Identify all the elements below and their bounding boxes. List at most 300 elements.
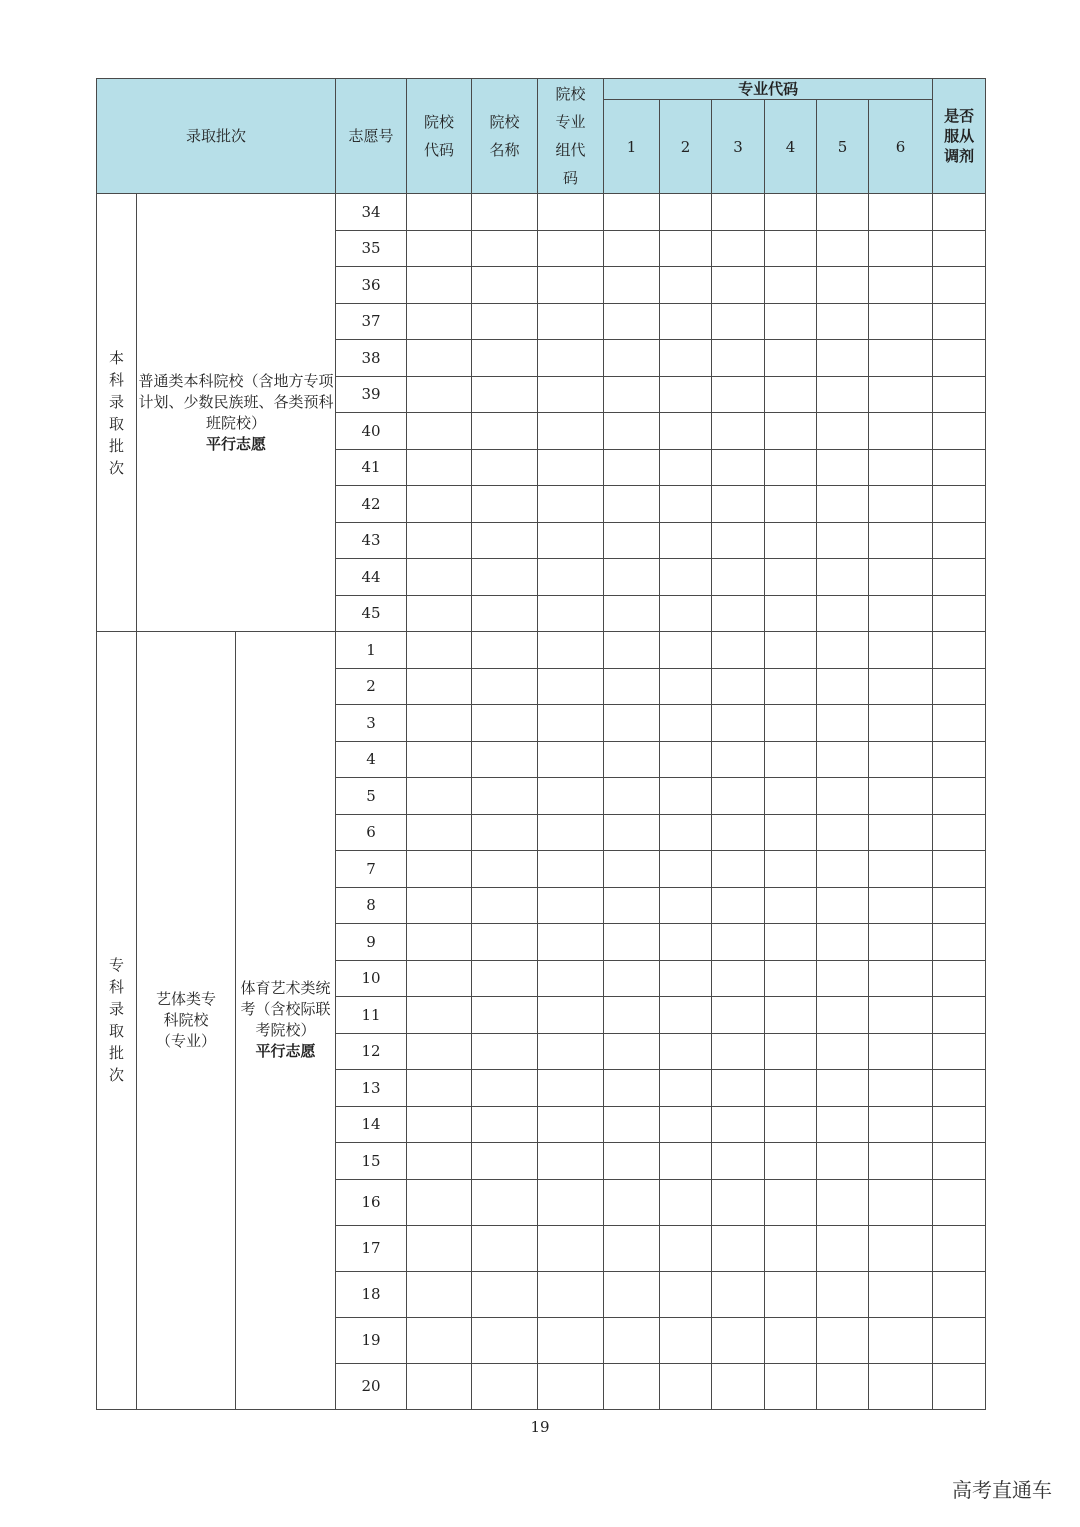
blank-entry-cell[interactable] xyxy=(604,960,660,997)
blank-entry-cell[interactable] xyxy=(472,1070,538,1107)
blank-entry-cell[interactable] xyxy=(538,997,604,1034)
blank-entry-cell[interactable] xyxy=(817,449,869,486)
blank-entry-cell[interactable] xyxy=(604,486,660,523)
blank-entry-cell[interactable] xyxy=(765,741,817,778)
blank-entry-cell[interactable] xyxy=(933,960,986,997)
blank-entry-cell[interactable] xyxy=(660,741,712,778)
blank-entry-cell[interactable] xyxy=(660,924,712,961)
blank-entry-cell[interactable] xyxy=(538,632,604,669)
blank-entry-cell[interactable] xyxy=(765,303,817,340)
blank-entry-cell[interactable] xyxy=(472,1317,538,1363)
blank-entry-cell[interactable] xyxy=(817,1225,869,1271)
blank-entry-cell[interactable] xyxy=(538,486,604,523)
blank-entry-cell[interactable] xyxy=(604,1225,660,1271)
blank-entry-cell[interactable] xyxy=(407,997,472,1034)
blank-entry-cell[interactable] xyxy=(604,924,660,961)
blank-entry-cell[interactable] xyxy=(933,376,986,413)
blank-entry-cell[interactable] xyxy=(660,1106,712,1143)
blank-entry-cell[interactable] xyxy=(604,1143,660,1180)
blank-entry-cell[interactable] xyxy=(407,194,472,231)
blank-entry-cell[interactable] xyxy=(765,632,817,669)
blank-entry-cell[interactable] xyxy=(660,1070,712,1107)
blank-entry-cell[interactable] xyxy=(538,267,604,304)
blank-entry-cell[interactable] xyxy=(712,559,765,596)
blank-entry-cell[interactable] xyxy=(933,778,986,815)
blank-entry-cell[interactable] xyxy=(817,1106,869,1143)
blank-entry-cell[interactable] xyxy=(604,1363,660,1409)
blank-entry-cell[interactable] xyxy=(604,559,660,596)
blank-entry-cell[interactable] xyxy=(660,194,712,231)
blank-entry-cell[interactable] xyxy=(538,522,604,559)
blank-entry-cell[interactable] xyxy=(712,705,765,742)
blank-entry-cell[interactable] xyxy=(869,1143,933,1180)
blank-entry-cell[interactable] xyxy=(817,668,869,705)
blank-entry-cell[interactable] xyxy=(472,668,538,705)
blank-entry-cell[interactable] xyxy=(869,486,933,523)
blank-entry-cell[interactable] xyxy=(712,522,765,559)
blank-entry-cell[interactable] xyxy=(660,1033,712,1070)
blank-entry-cell[interactable] xyxy=(407,668,472,705)
blank-entry-cell[interactable] xyxy=(407,303,472,340)
blank-entry-cell[interactable] xyxy=(765,960,817,997)
blank-entry-cell[interactable] xyxy=(538,1070,604,1107)
blank-entry-cell[interactable] xyxy=(869,413,933,450)
blank-entry-cell[interactable] xyxy=(472,814,538,851)
blank-entry-cell[interactable] xyxy=(817,1179,869,1225)
blank-entry-cell[interactable] xyxy=(817,595,869,632)
blank-entry-cell[interactable] xyxy=(660,1317,712,1363)
blank-entry-cell[interactable] xyxy=(407,559,472,596)
blank-entry-cell[interactable] xyxy=(407,449,472,486)
blank-entry-cell[interactable] xyxy=(869,1106,933,1143)
blank-entry-cell[interactable] xyxy=(869,1225,933,1271)
blank-entry-cell[interactable] xyxy=(538,1106,604,1143)
blank-entry-cell[interactable] xyxy=(765,1317,817,1363)
blank-entry-cell[interactable] xyxy=(660,413,712,450)
blank-entry-cell[interactable] xyxy=(472,267,538,304)
blank-entry-cell[interactable] xyxy=(712,814,765,851)
blank-entry-cell[interactable] xyxy=(869,1179,933,1225)
blank-entry-cell[interactable] xyxy=(712,851,765,888)
blank-entry-cell[interactable] xyxy=(472,230,538,267)
blank-entry-cell[interactable] xyxy=(660,960,712,997)
blank-entry-cell[interactable] xyxy=(933,230,986,267)
blank-entry-cell[interactable] xyxy=(933,194,986,231)
blank-entry-cell[interactable] xyxy=(712,595,765,632)
blank-entry-cell[interactable] xyxy=(933,814,986,851)
blank-entry-cell[interactable] xyxy=(933,1317,986,1363)
blank-entry-cell[interactable] xyxy=(538,668,604,705)
blank-entry-cell[interactable] xyxy=(817,960,869,997)
blank-entry-cell[interactable] xyxy=(712,997,765,1034)
blank-entry-cell[interactable] xyxy=(407,522,472,559)
blank-entry-cell[interactable] xyxy=(538,924,604,961)
blank-entry-cell[interactable] xyxy=(407,1033,472,1070)
blank-entry-cell[interactable] xyxy=(660,1143,712,1180)
blank-entry-cell[interactable] xyxy=(712,449,765,486)
blank-entry-cell[interactable] xyxy=(817,997,869,1034)
blank-entry-cell[interactable] xyxy=(538,559,604,596)
blank-entry-cell[interactable] xyxy=(604,1271,660,1317)
blank-entry-cell[interactable] xyxy=(712,1106,765,1143)
blank-entry-cell[interactable] xyxy=(407,1106,472,1143)
blank-entry-cell[interactable] xyxy=(817,632,869,669)
blank-entry-cell[interactable] xyxy=(604,267,660,304)
blank-entry-cell[interactable] xyxy=(712,668,765,705)
blank-entry-cell[interactable] xyxy=(817,705,869,742)
blank-entry-cell[interactable] xyxy=(538,1179,604,1225)
blank-entry-cell[interactable] xyxy=(407,632,472,669)
blank-entry-cell[interactable] xyxy=(407,814,472,851)
blank-entry-cell[interactable] xyxy=(712,741,765,778)
blank-entry-cell[interactable] xyxy=(765,595,817,632)
blank-entry-cell[interactable] xyxy=(869,924,933,961)
blank-entry-cell[interactable] xyxy=(817,1317,869,1363)
blank-entry-cell[interactable] xyxy=(472,595,538,632)
blank-entry-cell[interactable] xyxy=(869,194,933,231)
blank-entry-cell[interactable] xyxy=(765,194,817,231)
blank-entry-cell[interactable] xyxy=(712,778,765,815)
blank-entry-cell[interactable] xyxy=(660,449,712,486)
blank-entry-cell[interactable] xyxy=(933,267,986,304)
blank-entry-cell[interactable] xyxy=(472,522,538,559)
blank-entry-cell[interactable] xyxy=(407,778,472,815)
blank-entry-cell[interactable] xyxy=(604,778,660,815)
blank-entry-cell[interactable] xyxy=(604,303,660,340)
blank-entry-cell[interactable] xyxy=(604,814,660,851)
blank-entry-cell[interactable] xyxy=(472,705,538,742)
blank-entry-cell[interactable] xyxy=(660,376,712,413)
blank-entry-cell[interactable] xyxy=(765,486,817,523)
blank-entry-cell[interactable] xyxy=(604,1033,660,1070)
blank-entry-cell[interactable] xyxy=(472,559,538,596)
blank-entry-cell[interactable] xyxy=(765,924,817,961)
blank-entry-cell[interactable] xyxy=(712,486,765,523)
blank-entry-cell[interactable] xyxy=(765,230,817,267)
blank-entry-cell[interactable] xyxy=(817,230,869,267)
blank-entry-cell[interactable] xyxy=(817,778,869,815)
blank-entry-cell[interactable] xyxy=(472,960,538,997)
blank-entry-cell[interactable] xyxy=(933,1179,986,1225)
blank-entry-cell[interactable] xyxy=(538,1317,604,1363)
blank-entry-cell[interactable] xyxy=(712,632,765,669)
blank-entry-cell[interactable] xyxy=(765,887,817,924)
blank-entry-cell[interactable] xyxy=(712,924,765,961)
blank-entry-cell[interactable] xyxy=(472,887,538,924)
blank-entry-cell[interactable] xyxy=(869,376,933,413)
blank-entry-cell[interactable] xyxy=(712,1179,765,1225)
blank-entry-cell[interactable] xyxy=(604,595,660,632)
blank-entry-cell[interactable] xyxy=(817,851,869,888)
blank-entry-cell[interactable] xyxy=(933,1070,986,1107)
blank-entry-cell[interactable] xyxy=(933,1363,986,1409)
blank-entry-cell[interactable] xyxy=(712,1271,765,1317)
blank-entry-cell[interactable] xyxy=(869,1363,933,1409)
blank-entry-cell[interactable] xyxy=(869,1271,933,1317)
blank-entry-cell[interactable] xyxy=(472,194,538,231)
blank-entry-cell[interactable] xyxy=(765,559,817,596)
blank-entry-cell[interactable] xyxy=(604,1106,660,1143)
blank-entry-cell[interactable] xyxy=(472,1033,538,1070)
blank-entry-cell[interactable] xyxy=(817,267,869,304)
blank-entry-cell[interactable] xyxy=(712,340,765,377)
blank-entry-cell[interactable] xyxy=(472,486,538,523)
blank-entry-cell[interactable] xyxy=(869,449,933,486)
blank-entry-cell[interactable] xyxy=(765,413,817,450)
blank-entry-cell[interactable] xyxy=(765,1143,817,1180)
blank-entry-cell[interactable] xyxy=(604,230,660,267)
blank-entry-cell[interactable] xyxy=(765,705,817,742)
blank-entry-cell[interactable] xyxy=(869,595,933,632)
blank-entry-cell[interactable] xyxy=(538,851,604,888)
blank-entry-cell[interactable] xyxy=(933,522,986,559)
blank-entry-cell[interactable] xyxy=(933,997,986,1034)
blank-entry-cell[interactable] xyxy=(472,1271,538,1317)
blank-entry-cell[interactable] xyxy=(765,814,817,851)
blank-entry-cell[interactable] xyxy=(869,887,933,924)
blank-entry-cell[interactable] xyxy=(472,778,538,815)
blank-entry-cell[interactable] xyxy=(407,924,472,961)
blank-entry-cell[interactable] xyxy=(933,1033,986,1070)
blank-entry-cell[interactable] xyxy=(660,632,712,669)
blank-entry-cell[interactable] xyxy=(817,303,869,340)
blank-entry-cell[interactable] xyxy=(604,1070,660,1107)
blank-entry-cell[interactable] xyxy=(869,705,933,742)
blank-entry-cell[interactable] xyxy=(472,303,538,340)
blank-entry-cell[interactable] xyxy=(660,486,712,523)
blank-entry-cell[interactable] xyxy=(869,230,933,267)
blank-entry-cell[interactable] xyxy=(869,668,933,705)
blank-entry-cell[interactable] xyxy=(407,1070,472,1107)
blank-entry-cell[interactable] xyxy=(869,522,933,559)
blank-entry-cell[interactable] xyxy=(538,814,604,851)
blank-entry-cell[interactable] xyxy=(660,267,712,304)
blank-entry-cell[interactable] xyxy=(765,778,817,815)
blank-entry-cell[interactable] xyxy=(472,632,538,669)
blank-entry-cell[interactable] xyxy=(765,1033,817,1070)
blank-entry-cell[interactable] xyxy=(660,340,712,377)
blank-entry-cell[interactable] xyxy=(933,1225,986,1271)
blank-entry-cell[interactable] xyxy=(765,851,817,888)
blank-entry-cell[interactable] xyxy=(472,376,538,413)
blank-entry-cell[interactable] xyxy=(407,413,472,450)
blank-entry-cell[interactable] xyxy=(538,449,604,486)
blank-entry-cell[interactable] xyxy=(712,303,765,340)
blank-entry-cell[interactable] xyxy=(765,449,817,486)
blank-entry-cell[interactable] xyxy=(869,632,933,669)
blank-entry-cell[interactable] xyxy=(712,1033,765,1070)
blank-entry-cell[interactable] xyxy=(933,449,986,486)
blank-entry-cell[interactable] xyxy=(765,668,817,705)
blank-entry-cell[interactable] xyxy=(817,194,869,231)
blank-entry-cell[interactable] xyxy=(765,1179,817,1225)
blank-entry-cell[interactable] xyxy=(933,705,986,742)
blank-entry-cell[interactable] xyxy=(660,851,712,888)
blank-entry-cell[interactable] xyxy=(407,851,472,888)
blank-entry-cell[interactable] xyxy=(817,1070,869,1107)
blank-entry-cell[interactable] xyxy=(660,303,712,340)
blank-entry-cell[interactable] xyxy=(869,741,933,778)
blank-entry-cell[interactable] xyxy=(660,997,712,1034)
blank-entry-cell[interactable] xyxy=(538,376,604,413)
blank-entry-cell[interactable] xyxy=(817,1143,869,1180)
blank-entry-cell[interactable] xyxy=(712,960,765,997)
blank-entry-cell[interactable] xyxy=(472,413,538,450)
blank-entry-cell[interactable] xyxy=(869,1317,933,1363)
blank-entry-cell[interactable] xyxy=(407,595,472,632)
blank-entry-cell[interactable] xyxy=(538,194,604,231)
blank-entry-cell[interactable] xyxy=(933,595,986,632)
blank-entry-cell[interactable] xyxy=(817,887,869,924)
blank-entry-cell[interactable] xyxy=(817,741,869,778)
blank-entry-cell[interactable] xyxy=(869,303,933,340)
blank-entry-cell[interactable] xyxy=(712,887,765,924)
blank-entry-cell[interactable] xyxy=(869,997,933,1034)
blank-entry-cell[interactable] xyxy=(538,1271,604,1317)
blank-entry-cell[interactable] xyxy=(472,449,538,486)
blank-entry-cell[interactable] xyxy=(712,376,765,413)
blank-entry-cell[interactable] xyxy=(933,486,986,523)
blank-entry-cell[interactable] xyxy=(538,303,604,340)
blank-entry-cell[interactable] xyxy=(765,1271,817,1317)
blank-entry-cell[interactable] xyxy=(407,960,472,997)
blank-entry-cell[interactable] xyxy=(712,1143,765,1180)
blank-entry-cell[interactable] xyxy=(765,1225,817,1271)
blank-entry-cell[interactable] xyxy=(712,194,765,231)
blank-entry-cell[interactable] xyxy=(407,486,472,523)
blank-entry-cell[interactable] xyxy=(407,887,472,924)
blank-entry-cell[interactable] xyxy=(765,1106,817,1143)
blank-entry-cell[interactable] xyxy=(407,1179,472,1225)
blank-entry-cell[interactable] xyxy=(538,595,604,632)
blank-entry-cell[interactable] xyxy=(712,1225,765,1271)
blank-entry-cell[interactable] xyxy=(660,1363,712,1409)
blank-entry-cell[interactable] xyxy=(472,1363,538,1409)
blank-entry-cell[interactable] xyxy=(660,1179,712,1225)
blank-entry-cell[interactable] xyxy=(472,997,538,1034)
blank-entry-cell[interactable] xyxy=(604,522,660,559)
blank-entry-cell[interactable] xyxy=(869,851,933,888)
blank-entry-cell[interactable] xyxy=(407,705,472,742)
blank-entry-cell[interactable] xyxy=(933,924,986,961)
blank-entry-cell[interactable] xyxy=(869,1033,933,1070)
blank-entry-cell[interactable] xyxy=(712,1363,765,1409)
blank-entry-cell[interactable] xyxy=(933,741,986,778)
blank-entry-cell[interactable] xyxy=(472,741,538,778)
blank-entry-cell[interactable] xyxy=(660,778,712,815)
blank-entry-cell[interactable] xyxy=(538,1225,604,1271)
blank-entry-cell[interactable] xyxy=(817,924,869,961)
blank-entry-cell[interactable] xyxy=(660,230,712,267)
blank-entry-cell[interactable] xyxy=(538,960,604,997)
blank-entry-cell[interactable] xyxy=(869,960,933,997)
blank-entry-cell[interactable] xyxy=(933,668,986,705)
blank-entry-cell[interactable] xyxy=(604,887,660,924)
blank-entry-cell[interactable] xyxy=(933,413,986,450)
blank-entry-cell[interactable] xyxy=(765,997,817,1034)
blank-entry-cell[interactable] xyxy=(869,1070,933,1107)
blank-entry-cell[interactable] xyxy=(604,449,660,486)
blank-entry-cell[interactable] xyxy=(538,1033,604,1070)
blank-entry-cell[interactable] xyxy=(765,1363,817,1409)
blank-entry-cell[interactable] xyxy=(660,814,712,851)
blank-entry-cell[interactable] xyxy=(538,1143,604,1180)
blank-entry-cell[interactable] xyxy=(712,413,765,450)
blank-entry-cell[interactable] xyxy=(407,1363,472,1409)
blank-entry-cell[interactable] xyxy=(869,340,933,377)
blank-entry-cell[interactable] xyxy=(765,1070,817,1107)
blank-entry-cell[interactable] xyxy=(869,267,933,304)
blank-entry-cell[interactable] xyxy=(538,705,604,742)
blank-entry-cell[interactable] xyxy=(604,997,660,1034)
blank-entry-cell[interactable] xyxy=(712,230,765,267)
blank-entry-cell[interactable] xyxy=(604,632,660,669)
blank-entry-cell[interactable] xyxy=(765,522,817,559)
blank-entry-cell[interactable] xyxy=(407,230,472,267)
blank-entry-cell[interactable] xyxy=(660,595,712,632)
blank-entry-cell[interactable] xyxy=(933,340,986,377)
blank-entry-cell[interactable] xyxy=(933,1106,986,1143)
blank-entry-cell[interactable] xyxy=(472,340,538,377)
blank-entry-cell[interactable] xyxy=(660,705,712,742)
blank-entry-cell[interactable] xyxy=(869,778,933,815)
blank-entry-cell[interactable] xyxy=(712,1317,765,1363)
blank-entry-cell[interactable] xyxy=(472,1106,538,1143)
blank-entry-cell[interactable] xyxy=(472,1225,538,1271)
blank-entry-cell[interactable] xyxy=(407,1317,472,1363)
blank-entry-cell[interactable] xyxy=(869,814,933,851)
blank-entry-cell[interactable] xyxy=(712,267,765,304)
blank-entry-cell[interactable] xyxy=(472,1143,538,1180)
blank-entry-cell[interactable] xyxy=(604,1317,660,1363)
blank-entry-cell[interactable] xyxy=(538,887,604,924)
blank-entry-cell[interactable] xyxy=(407,1143,472,1180)
blank-entry-cell[interactable] xyxy=(660,559,712,596)
blank-entry-cell[interactable] xyxy=(407,376,472,413)
blank-entry-cell[interactable] xyxy=(817,340,869,377)
blank-entry-cell[interactable] xyxy=(765,267,817,304)
blank-entry-cell[interactable] xyxy=(817,559,869,596)
blank-entry-cell[interactable] xyxy=(538,1363,604,1409)
blank-entry-cell[interactable] xyxy=(538,230,604,267)
blank-entry-cell[interactable] xyxy=(817,1271,869,1317)
blank-entry-cell[interactable] xyxy=(604,376,660,413)
blank-entry-cell[interactable] xyxy=(407,267,472,304)
blank-entry-cell[interactable] xyxy=(407,340,472,377)
blank-entry-cell[interactable] xyxy=(604,340,660,377)
blank-entry-cell[interactable] xyxy=(933,851,986,888)
blank-entry-cell[interactable] xyxy=(472,851,538,888)
blank-entry-cell[interactable] xyxy=(407,741,472,778)
blank-entry-cell[interactable] xyxy=(538,741,604,778)
blank-entry-cell[interactable] xyxy=(765,340,817,377)
blank-entry-cell[interactable] xyxy=(538,413,604,450)
blank-entry-cell[interactable] xyxy=(933,1271,986,1317)
blank-entry-cell[interactable] xyxy=(660,1271,712,1317)
blank-entry-cell[interactable] xyxy=(604,194,660,231)
blank-entry-cell[interactable] xyxy=(660,887,712,924)
blank-entry-cell[interactable] xyxy=(765,376,817,413)
blank-entry-cell[interactable] xyxy=(407,1225,472,1271)
blank-entry-cell[interactable] xyxy=(538,340,604,377)
blank-entry-cell[interactable] xyxy=(604,705,660,742)
blank-entry-cell[interactable] xyxy=(712,1070,765,1107)
blank-entry-cell[interactable] xyxy=(660,522,712,559)
blank-entry-cell[interactable] xyxy=(407,1271,472,1317)
blank-entry-cell[interactable] xyxy=(817,376,869,413)
blank-entry-cell[interactable] xyxy=(817,486,869,523)
blank-entry-cell[interactable] xyxy=(604,741,660,778)
